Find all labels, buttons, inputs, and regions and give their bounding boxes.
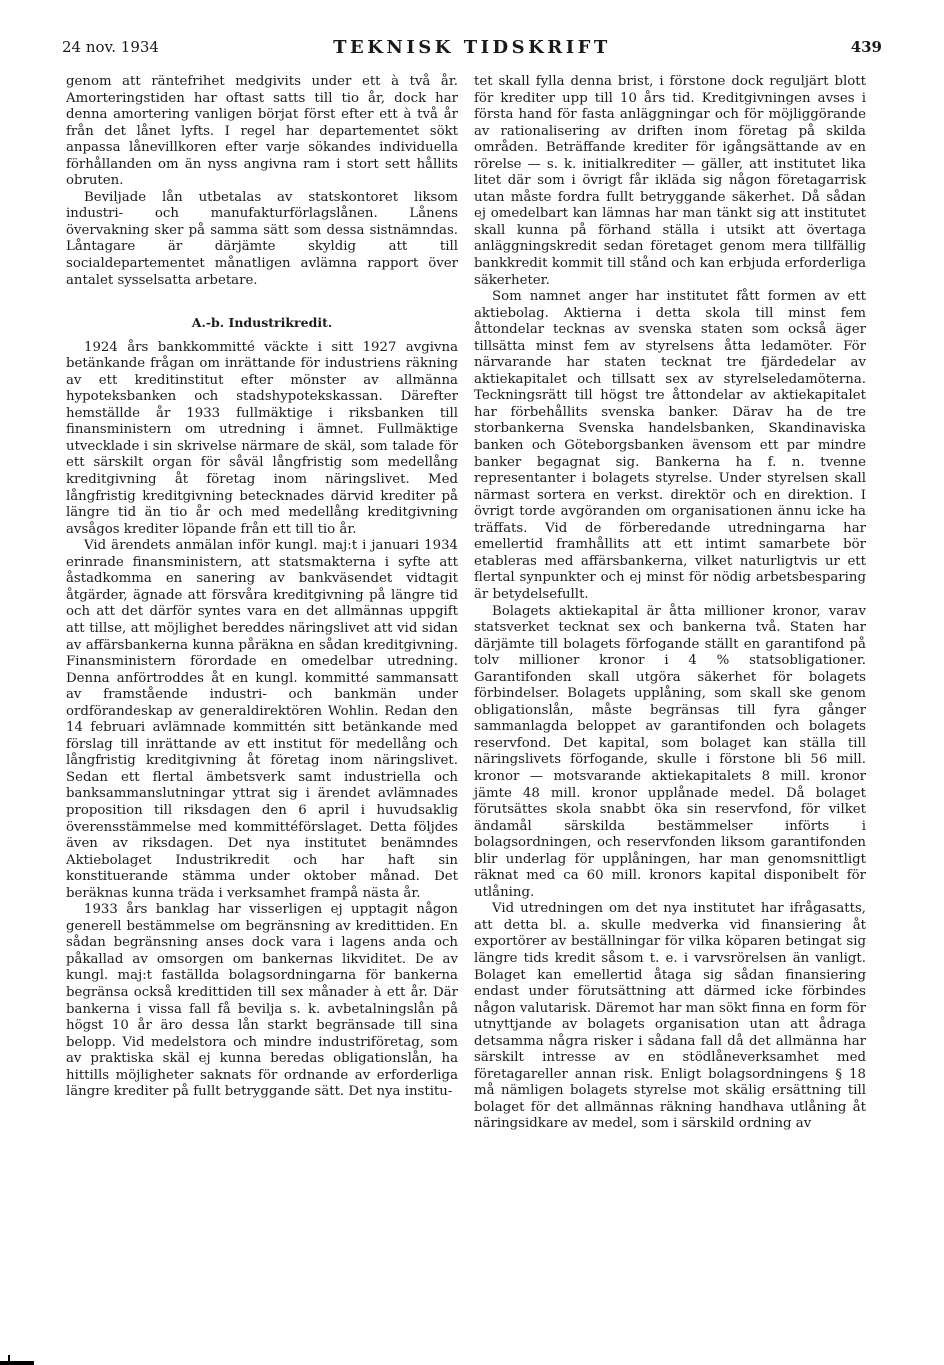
paragraph: Vid utredningen om det nya institutet har ifrågasatts, att detta bl. a. skulle medverka vid finansiering åt exportörer av beställningar för vilka köparen betingat sig längre tids kredit såsom t. e. i varvsrörelsen än vanligt. Bolaget kan emellertid åtaga sig sådan finansiering endast under förutsättning att därmed icke förbindes någon valutarisk. Däremot har man sökt finna en form för utnyttjande av bolagets organisation utan att ådraga detsamma några risker i sådana fall då det allmänna har särskilt intresse av en stödlåneverksamhet med företagareller annan risk. Enligt bolagsordningens § 18 må nämligen bolagets styrelse mot skälig ersättning till bolaget för det allmännas räkning handhava utlåning åt näringsidkare av medel, som i särskild ordning av <box>474 901 866 1132</box>
paragraph: Som namnet anger har institutet fått formen av ett aktiebolag. Aktierna i detta skola till minst fem åttondelar tecknas av svenska staten som också äger tillsätta minst fem av styrelsens åtta ledamöter. För närvarande har staten tecknat tre fjärdedelar av aktiekapitalet och tillsatt sex av styrelseledamöterna. Teckningsrätt till högst tre åttondelar av aktiekapitalet har förbehållits svenska banker. Därav ha de tre storbankerna Svenska handelsbanken, Skandinaviska banken och Göteborgsbanken ävensom ett par mindre banker begagnat sig. Bankerna ha f. n. tvenne representanter i bolagets styrelse. Under styrelsen skall närmast sortera en verkst. direktör och en direktion. I övrigt torde avgöranden om organisationen ännu icke ha träffats. Vid de förberedande utredningarna har emellertid framhållits att ett intimt samarbete bör etableras med affärsbankerna, vilket naturligtvis ur ett flertal synpunkter och ej minst för nödig arbetsbesparing är betydelsefullt. <box>474 289 866 602</box>
scan-edge-tick <box>8 1355 10 1365</box>
right-column <box>474 74 866 1133</box>
journal-title: TEKNISK TIDSKRIFT <box>333 37 611 58</box>
page-number: 439 <box>850 38 882 56</box>
paragraph: Beviljade lån utbetalas av statskontoret liksom industri- och manufakturförlagslånen. Lånens övervakning sker på samma sätt som dessa sistnämndas. Låntagare är därjämte skyldig att till socialdepartementet månatligen avlämna rapport över antalet sysselsatta arbetare. <box>66 189 458 288</box>
paragraph: Vid ärendets anmälan inför kungl. maj:t i januari 1934 erinrade finansministern, att statsmakterna i syfte att åstadkomma en sanering av bankväsendet vidtagit åtgärder, ägnade att försvåra kreditgivning på längre tid och att det därför syntes vara en det allmännas uppgift att tillse, att möjlighet bereddes näringslivet att vid sidan av affärsbankerna kunna påräkna en sådan kreditgivning. Finansministern förordade en omedelbar utredning. Denna anförtroddes åt en kungl. kommitté sammansatt av framstående industri- och bankmän under ordförandeskap av generaldirektören Wohlin. Redan den 14 februari avlämnade kommittén sitt betänkande med förslag till inrättande av ett institut för medellång och långfristig kreditgivning åt företag inom näringslivet. Sedan ett flertal ämbetsverk samt industriella och banksammanslutningar yttrat sig i ärendet avlämnades proposition till riksdagen den 6 april i huvudsaklig överensstämmelse med kommittéförslaget. Detta följdes även av riksdagen. Det nya institutet benämndes Aktiebolaget Industrikredit och har haft sin konstituerande stämma under oktober månad. Det beräknas kunna träda i verksamhet frampå nästa år. <box>66 538 458 901</box>
paragraph: 1924 års bankkommitté väckte i sitt 1927 avgivna betänkande frågan om inrättande för industriens räkning av ett kreditinstitut efter mönster av allmänna hypoteksbanken och stadshypotekskassan. Därefter hemställde år 1933 fullmäktige i riksbanken till finansministern om utredning i ämnet. Fullmäktige utvecklade i sin skrivelse närmare de skäl, som talade för ett särskilt organ för såväl långfristig som medellång kreditgivning åt företag inom näringslivet. Med långfristig kreditgivning betecknades därvid krediter på längre tid än tio år och med medellång kreditgivning avsågos krediter löpande från ett till tio år. <box>66 339 458 537</box>
section-heading: A.-b. Industrikredit. <box>191 315 333 331</box>
left-column <box>66 74 458 1101</box>
paragraph: Bolagets aktiekapital är åtta millioner kronor, varav statsverket tecknat sex och bankerna två. Staten har därjämte till bolagets förfogande ställt en garantifond på tolv millioner kronor i 4 % statsobligationer. Garantifonden skall utgöra säkerhet för bolagets förbindelser. Bolagets upplåning, som skall ske genom obligationslån, måste begränsas till fyra gånger sammanlagda beloppet av garantifonden och bolagets reservfond. Det kapital, som bolaget kan ställa till näringslivets förfogande, skulle i förstone bli 56 mill. kronor — motsvarande aktiekapitalets 8 mill. kronor jämte 48 mill. kronor upplånade medel. Då bolaget förutsättes skola snabbt öka sin reservfond, för vilket ändamål särskilda bestämmelser införts i bolagsordningen, och reservfonden liksom garantifonden blir underlag för upplåningen, har man genomsnittligt räknat med ca 60 mill. kronors kapital disponibelt för utlåning. <box>474 603 866 900</box>
paragraph: 1933 års banklag har visserligen ej upptagit någon generell bestämmelse om begränsning av kredittiden. En sådan begränsning anses dock vara i lagens anda och påkallad av omsorgen om bankernas likviditet. De av kungl. maj:t faställda bolagsordningarna för bankerna begränsa också kredittiden till sex månader à ett år. Där bankerna i vissa fall få bevilja s. k. avbetalningslån på högst 10 år äro dessa lån starkt begränsade till sina belopp. Vid medelstora och mindre industriföretag, som av praktiska skäl ej kunna beredas obligationslån, ha hittills möjligheter saknats för ordnande av erforderliga längre krediter på fullt betryggande sätt. Det nya institu- <box>66 902 458 1100</box>
issue-date: 24 nov. 1934 <box>62 38 159 56</box>
paragraph: tet skall fylla denna brist, i förstone dock reguljärt blott för krediter upp till 10 års tid. Kreditgivningen avses i första hand för fasta anläggningar och för möjliggörande av rationalisering av driften inom företag på skilda områden. Beträffande krediter för igångsättande av en rörelse — s. k. initialkrediter — gäller, att institutet lika litet där som i övrigt får ikläda sig någon företagarrisk utan måste fordra fullt betryggande säkerhet. Då sådan ej omedelbart kan lämnas har man tänkt sig att institutet skall kunna på förhand ställa i utsikt att övertaga anläggningskredit sedan företaget genom mera tillfällig bankkredit kommit till stånd och kan erbjuda erforderliga säkerheter. <box>474 74 866 288</box>
page-header <box>62 38 882 62</box>
paragraph: genom att räntefrihet medgivits under ett à två år. Amorteringstiden har oftast satts till tio år, dock har denna amortering vanligen börjat först efter ett à två år från det lånet lyfts. I regel har departementet sökt anpassa lånevillkoren efter varje sökandes individuella förhållanden om än nyss angivna ram i stort sett hållits obruten. <box>66 74 458 189</box>
scan-edge-mark <box>0 1361 34 1365</box>
